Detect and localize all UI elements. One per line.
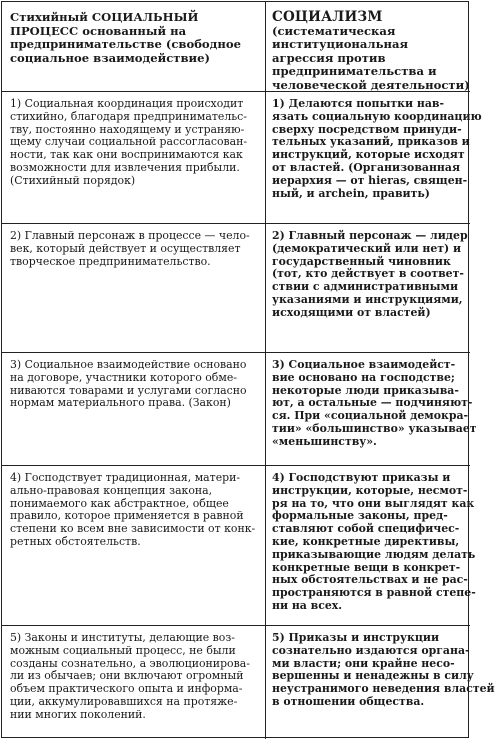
- cell-line: ми власти; они крайне несо-: [272, 656, 455, 670]
- cell-line: стихийно, благодаря предпринимательс-: [10, 109, 247, 123]
- header-right-line: человеческой деятельности): [272, 77, 470, 92]
- cell-line: можным социальный процесс, не были: [10, 643, 236, 657]
- cell-line: 2) Главный персонаж — лидер: [272, 229, 468, 242]
- cell-line: нии многих поколений.: [10, 707, 146, 721]
- cell-line: от властей. (Организованная: [272, 160, 460, 174]
- cell-line: ных обстоятельствах и не рас-: [272, 573, 468, 587]
- cell-line: ально-правовая концепция закона,: [10, 483, 213, 497]
- cell-line: тву, постоянно находящему и устраняю-: [10, 122, 245, 136]
- cell-line: ни на всех.: [272, 598, 343, 612]
- cell-line: 5) Приказы и инструкции: [272, 631, 440, 644]
- cell-line: инструкций, которые исходят: [272, 148, 465, 162]
- cell-line: 1) Делаются попытки нав-: [272, 97, 444, 110]
- row-1-right-cell: [266, 92, 482, 224]
- cell-line: 2) Главный персонаж в процессе — чело-: [10, 229, 250, 242]
- header-left-line: предпринимательстве (свободное: [10, 37, 241, 52]
- cell-line: ции, аккумулировавшихся на протяже-: [10, 694, 238, 708]
- header-left-line: Стихийный СОЦИАЛЬНЫЙ: [10, 10, 199, 24]
- header-right-line: институциональная: [272, 37, 409, 52]
- cell-line: вие основано на господстве;: [272, 370, 455, 384]
- cell-line: «меньшинству».: [272, 434, 377, 448]
- row-5-right-cell: [266, 626, 495, 739]
- cell-line: 4) Господствует традиционная, матери-: [10, 471, 241, 484]
- cell-line: ретных обстоятельств.: [10, 534, 141, 548]
- cell-line: ют, а остальные — подчиняют-: [272, 396, 473, 410]
- cell-line: ствии с административными: [272, 280, 459, 294]
- row-1-left-cell: [2, 92, 266, 224]
- cell-line: век, который действует и осуществляет: [10, 241, 241, 255]
- cell-line: (Стихийный порядок): [10, 173, 136, 187]
- cell-line: (тот, кто действует в соответ-: [272, 267, 464, 281]
- header-right-line: предпринимательства и: [272, 64, 437, 79]
- header-right-line: (систематическая: [272, 23, 396, 38]
- cell-line: щему случаи социальной рассогласован-: [10, 135, 248, 149]
- comparison-table: [1, 1, 495, 738]
- cell-line: ся. При «социальной демокра-: [272, 409, 469, 423]
- cell-line: ставляют собой специфичес-: [272, 522, 460, 536]
- row-4-right-cell: [266, 466, 476, 626]
- cell-line: неустранимого неведения властей: [272, 682, 495, 696]
- row-3-left-cell: [2, 353, 266, 466]
- cell-line: тии» «большинство» указывает: [272, 421, 477, 435]
- header-right-line: агрессия против: [272, 50, 386, 65]
- row-5-left-cell: [2, 626, 266, 739]
- cell-line: нормам материального права. (Закон): [10, 396, 231, 410]
- cell-line: ниваются товарами и услугами согласно: [10, 383, 247, 397]
- cell-line: 4) Господствуют приказы и: [272, 471, 451, 484]
- cell-line: приказывающие людям делать: [272, 547, 476, 561]
- cell-line: указаниями и инструкциями,: [272, 292, 463, 306]
- cell-line: конкретные вещи в конкрет-: [272, 560, 461, 574]
- cell-line: правило, которое применяется в равной: [10, 509, 244, 523]
- cell-line: некоторые люди приказыва-: [272, 383, 459, 397]
- cell-line: ный, и archein, править): [272, 186, 430, 200]
- cell-line: 5) Законы и институты, делающие воз-: [10, 631, 235, 644]
- cell-line: сознательно издаются органа-: [272, 643, 470, 657]
- cell-line: государственный чиновник: [272, 254, 451, 268]
- cell-line: 1) Социальная координация происходит: [10, 97, 244, 110]
- cell-line: понимаемого как абстрактное, общее: [10, 496, 229, 510]
- cell-line: исходящими от властей): [272, 305, 431, 319]
- cell-line: пространяются в равной степе-: [272, 586, 476, 600]
- cell-line: тельных указаний, приказов и: [272, 135, 470, 149]
- row-2-left-cell: [2, 224, 266, 353]
- cell-line: иерархия — от hieras, священ-: [272, 173, 468, 187]
- header-left-line: социальное взаимодействие): [10, 50, 210, 65]
- cell-line: возможности для извлечения прибыли.: [10, 160, 240, 174]
- cell-line: формальные законы, пред-: [272, 509, 448, 523]
- row-4-left-cell: [2, 466, 266, 626]
- cell-line: инструкции, которые, несмот-: [272, 483, 468, 497]
- cell-line: 3) Социальное взаимодействие основано: [10, 358, 247, 371]
- header-left-cell: [2, 2, 266, 92]
- cell-line: ли из обычаев; они включают огромный: [10, 669, 244, 683]
- header-left-line: ПРОЦЕСС основанный на: [10, 23, 187, 38]
- cell-line: 3) Социальное взаимодейст-: [272, 358, 456, 371]
- header-right-title: СОЦИАЛИЗМ: [272, 9, 383, 25]
- cell-line: (демократический или нет) и: [272, 241, 462, 255]
- header-right-cell: [266, 2, 470, 92]
- cell-line: ности, так как они воспринимаются как: [10, 148, 243, 162]
- row-2-right-cell: [266, 224, 470, 353]
- cell-line: ря на то, что они выглядят как: [272, 496, 475, 510]
- cell-line: объем практического опыта и информа-: [10, 682, 243, 696]
- cell-line: кие, конкретные директивы,: [272, 534, 460, 548]
- cell-line: на договоре, участники которого обме-: [10, 370, 237, 384]
- cell-line: вершенны и ненадежны в силу: [272, 669, 474, 683]
- cell-line: язать социальную координацию: [272, 109, 482, 123]
- row-3-right-cell: [266, 353, 477, 466]
- cell-line: в отношении общества.: [272, 694, 425, 708]
- cell-line: сверху посредством принуди-: [272, 122, 462, 136]
- cell-line: степени ко всем вне зависимости от конк-: [10, 522, 256, 536]
- cell-line: творческое предпринимательство.: [10, 254, 211, 268]
- cell-line: созданы сознательно, а эволюционирова-: [10, 656, 250, 670]
